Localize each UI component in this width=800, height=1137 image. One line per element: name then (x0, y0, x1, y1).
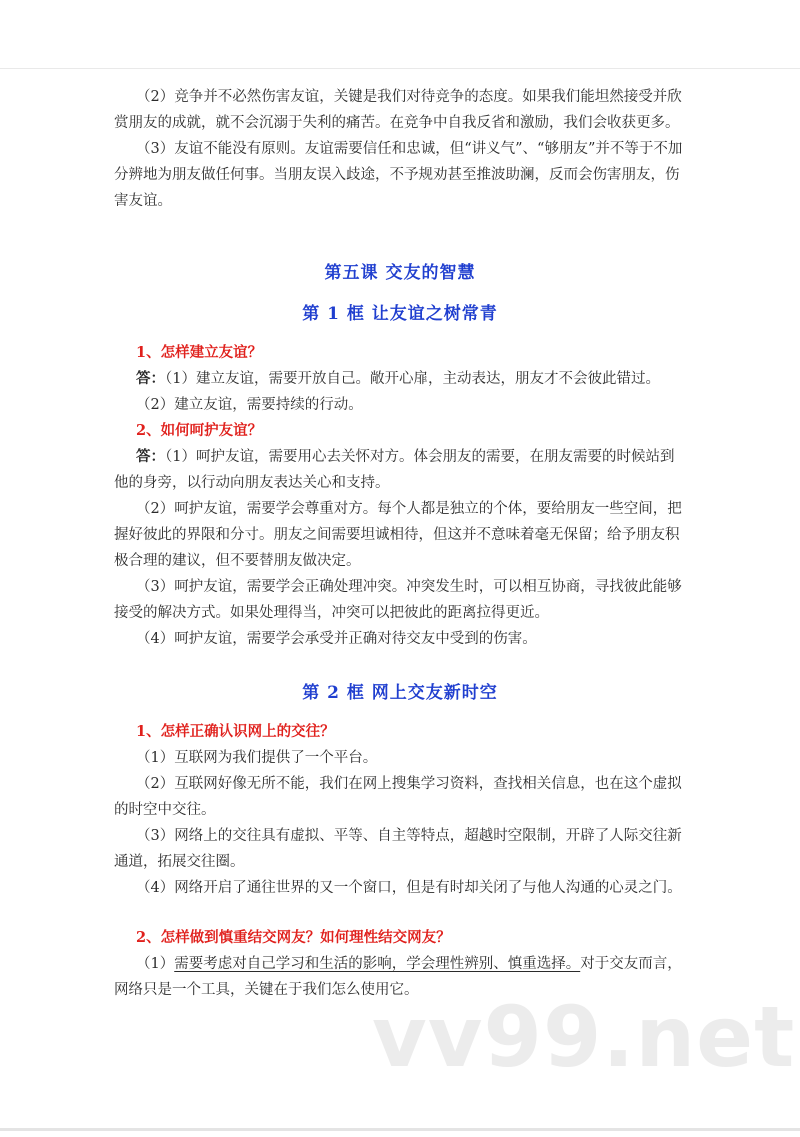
answer-text: （1）呵护友谊，需要用心去关怀对方。体会朋友的需要，在朋友需要的时候站到他的身旁，以行动向朋友表达关心和支持。 (114, 449, 675, 491)
lesson-title: 第五课 交友的智慧 (324, 263, 476, 283)
question-build-friendship: 1、怎样建立友谊？ (136, 344, 263, 361)
answer-text: 对于交友而言，网络只是一个工具，关键在于我们怎么使用它。 (114, 956, 682, 998)
answer-paragraph: （3）网络上的交往具有虚拟、平等、自主等特点，超越时空限制，开辟了人际交往新通道，拓展交往圈。 (114, 828, 682, 870)
answer-paragraph: （2）建立友谊，需要持续的行动。 (136, 397, 363, 413)
answer-label: 答： (136, 370, 165, 387)
answer-paragraph: （4）呵护友谊，需要学会承受并正确对待交友中受到的伤害。 (136, 631, 537, 647)
answer-label: 答： (136, 448, 165, 465)
document-body (114, 84, 686, 1003)
frame-2-title: 第 2 框 网上交友新时空 (302, 683, 498, 703)
answer-line (114, 366, 686, 392)
answer-paragraph: （2）互联网好像无所不能，我们在网上搜集学习资料，查找相关信息，也在这个虚拟的时空中交往。 (114, 776, 682, 818)
underlined-key-point: 需要考虑对自己学习和生活的影响，学会理性辨别、慎重选择。 (174, 956, 581, 972)
footer-divider (0, 1128, 800, 1131)
answer-paragraph: （4）网络开启了通往世界的又一个窗口，但是有时却关闭了与他人沟通的心灵之门。 (136, 880, 682, 896)
question-online-interaction: 1、怎样正确认识网上的交往？ (136, 723, 335, 740)
question-protect-friendship: 2、如何呵护友谊？ (136, 422, 263, 439)
answer-line (114, 444, 686, 496)
answer-paragraph: （2）呵护友谊，需要学会尊重对方。每个人都是独立的个体，要给朋友一些空间，把握好彼此的界限和分寸。朋友之间需要坦诚相待，但这并不意味着毫无保留；给予朋友积极合理的建议，但不要替朋友做决定。 (114, 501, 682, 569)
answer-prefix: （1） (136, 956, 175, 972)
watermark: vv99.net (372, 988, 796, 1086)
answer-paragraph: （1）互联网为我们提供了一个平台。 (136, 750, 378, 766)
header-divider (0, 68, 800, 69)
question-online-friends: 2、怎样做到慎重结交网友？如何理性结交网友？ (136, 929, 451, 946)
answer-text: （1）建立友谊，需要开放自己。敞开心扉，主动表达，朋友才不会彼此错过。 (165, 371, 660, 387)
answer-paragraph: （3）呵护友谊，需要学会正确处理冲突。冲突发生时，可以相互协商，寻找彼此能够接受的解决方式。如果处理得当，冲突可以把彼此的距离拉得更近。 (114, 579, 682, 621)
frame-1-title: 第 1 框 让友谊之树常青 (302, 304, 498, 324)
intro-paragraph-3: （3）友谊不能没有原则。友谊需要信任和忠诚，但“讲义气”、“够朋友”并不等于不加分辨地为朋友做任何事。当朋友误入歧途，不予规劝甚至推波助澜，反而会伤害朋友，伤害友谊。 (114, 141, 683, 209)
intro-paragraph-2: （2）竞争并不必然伤害友谊，关键是我们对待竞争的态度。如果我们能坦然接受并欣赏朋友的成就，就不会沉溺于失利的痛苦。在竞争中自我反省和激励，我们会收获更多。 (114, 89, 682, 131)
